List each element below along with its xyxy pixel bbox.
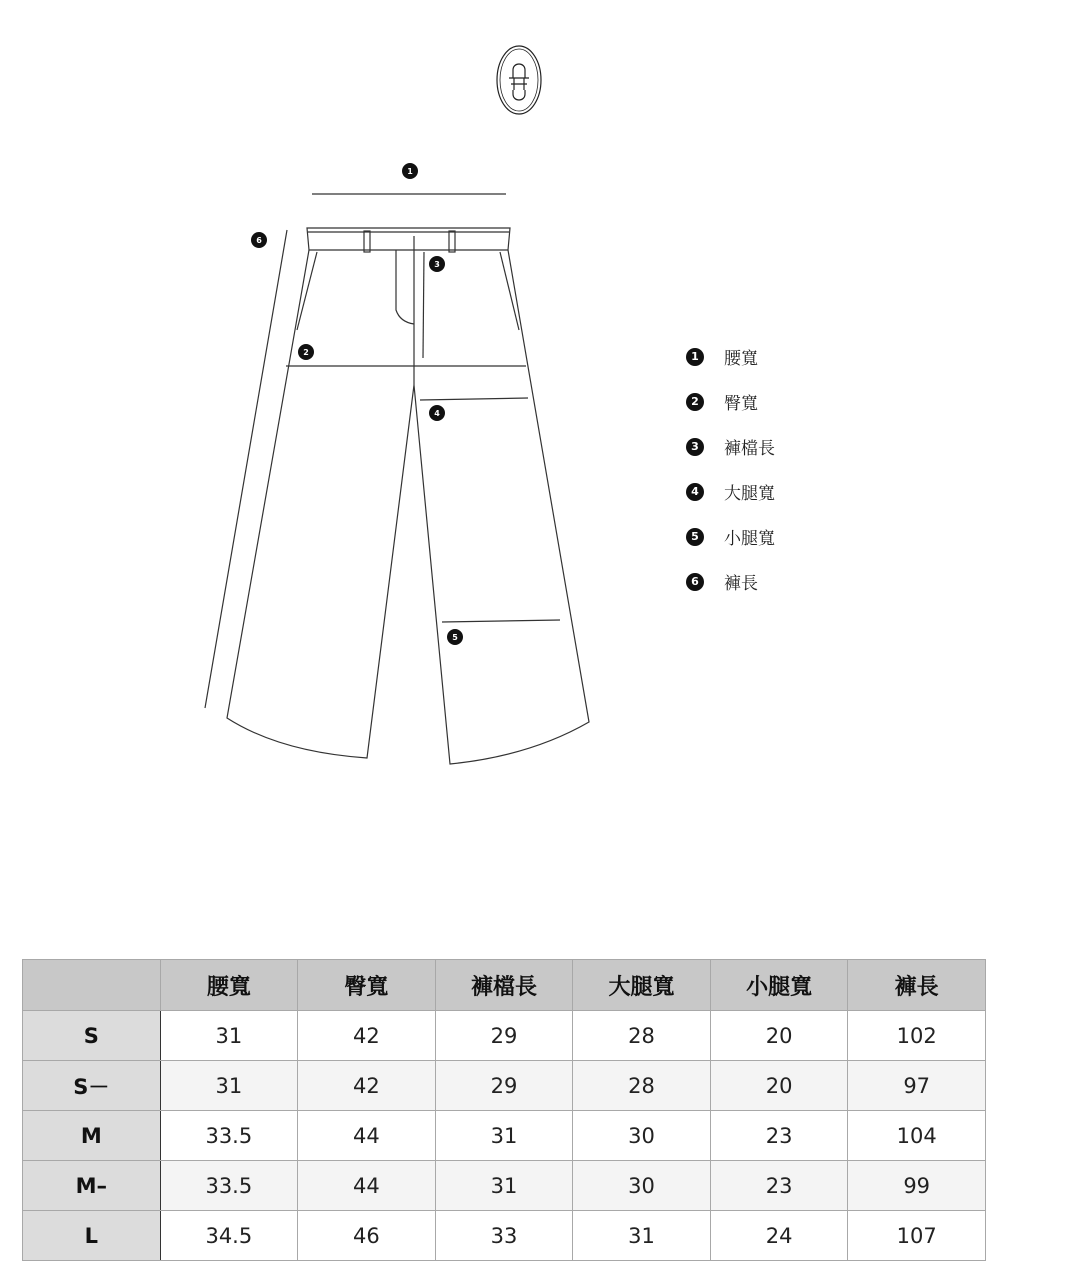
table-cell: 44 [298,1161,436,1211]
table-cell: 23 [710,1161,848,1211]
legend-item [686,514,886,559]
legend-label: 褲檔長 [724,439,775,459]
calf-measure-line [442,620,560,622]
column-header: 褲檔長 [435,960,573,1011]
table-cell: 24 [710,1211,848,1261]
legend-number: 6 [686,573,704,591]
belt-loop [364,231,370,252]
thigh-measure-line [420,398,528,400]
table-cell: 29 [435,1011,573,1061]
marker-2 [298,344,314,360]
size-label: L [23,1211,161,1261]
legend-item [686,424,886,469]
belt-loop [449,231,455,252]
table-cell: 31 [435,1161,573,1211]
legend-item [686,379,886,424]
table-cell: 20 [710,1061,848,1111]
legend-label: 大腿寬 [724,484,775,504]
marker-1 [402,163,418,179]
legend-label: 腰寬 [724,349,758,369]
table-cell: 99 [848,1161,986,1211]
table-cell: 42 [298,1011,436,1061]
column-header: 腰寬 [160,960,298,1011]
legend-label: 小腿寬 [724,529,775,549]
table-row [23,1211,986,1261]
table-header-row [23,960,986,1011]
table-cell: 97 [848,1061,986,1111]
legend-item [686,469,886,514]
size-label: S－ [23,1061,161,1111]
table-cell: 102 [848,1011,986,1061]
size-label: M [23,1111,161,1161]
table-row [23,1011,986,1061]
table-cell: 31 [435,1111,573,1161]
table-cell: 29 [435,1061,573,1111]
length-measure-line [205,230,287,708]
table-cell: 44 [298,1111,436,1161]
marker-5 [447,629,463,645]
column-header: 大腿寬 [573,960,711,1011]
marker-3 [429,256,445,272]
legend-number: 4 [686,483,704,501]
table-cell: 31 [160,1061,298,1111]
table-cell: 104 [848,1111,986,1161]
svg-text:4: 4 [434,409,440,418]
table-corner-cell [23,960,161,1011]
table-row [23,1161,986,1211]
table-cell: 107 [848,1211,986,1261]
legend-label: 褲長 [724,574,758,594]
table-row [23,1111,986,1161]
table-cell: 34.5 [160,1211,298,1261]
svg-text:5: 5 [452,633,458,642]
svg-text:2: 2 [303,348,309,357]
legend-item [686,559,886,604]
table-cell: 42 [298,1061,436,1111]
legend-number: 1 [686,348,704,366]
legend-number: 2 [686,393,704,411]
table-cell: 28 [573,1061,711,1111]
table-cell: 33.5 [160,1111,298,1161]
column-header: 褲長 [848,960,986,1011]
legend-item [686,334,886,379]
table-row [23,1061,986,1111]
column-header: 臀寬 [298,960,436,1011]
size-label: M– [23,1161,161,1211]
legend-number: 3 [686,438,704,456]
svg-text:6: 6 [256,236,262,245]
table-cell: 46 [298,1211,436,1261]
table-cell: 31 [160,1011,298,1061]
pants-outline [227,250,589,764]
legend-number: 5 [686,528,704,546]
size-label: S [23,1011,161,1061]
table-cell: 30 [573,1111,711,1161]
svg-text:1: 1 [407,167,413,176]
table-cell: 23 [710,1111,848,1161]
measurement-legend [686,334,886,604]
table-cell: 28 [573,1011,711,1061]
table-cell: 30 [573,1161,711,1211]
table-cell: 31 [573,1211,711,1261]
marker-4 [429,405,445,421]
marker-6 [251,232,267,248]
legend-label: 臀寬 [724,394,758,414]
table-cell: 33 [435,1211,573,1261]
size-table [22,959,986,1261]
column-header: 小腿寬 [710,960,848,1011]
table-cell: 33.5 [160,1161,298,1211]
table-cell: 20 [710,1011,848,1061]
waistband [307,228,510,250]
svg-text:3: 3 [434,260,440,269]
